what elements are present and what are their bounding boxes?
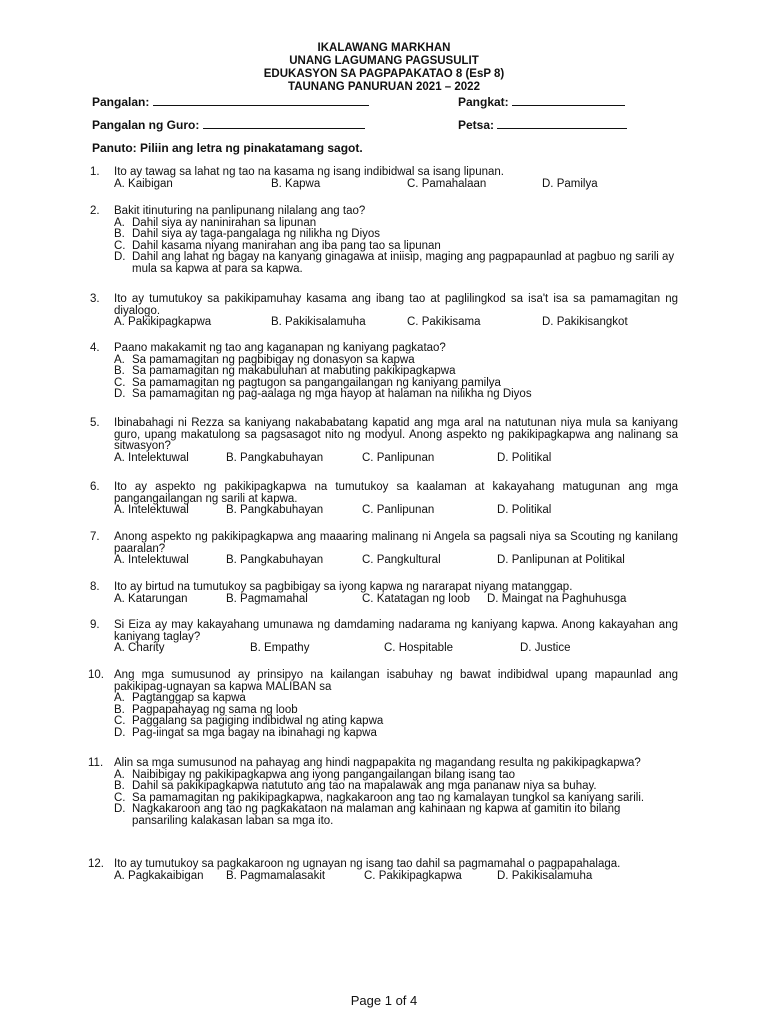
option-letter: B. <box>114 703 125 716</box>
option-letter: A. <box>114 353 125 366</box>
question-stem: Ito ay tawag sa lahat ng tao na kasama ng isang indibidwal sa isang lipunan. <box>114 166 504 178</box>
option-letter: C. <box>114 239 126 252</box>
name-blank[interactable] <box>153 94 369 106</box>
question-number: 1. <box>90 166 100 178</box>
option-d[interactable]: D. Maingat na Paghuhusga <box>487 592 627 605</box>
option-a[interactable]: A. Katarungan <box>114 592 188 605</box>
option-a[interactable]: A. Intelektuwal <box>114 504 189 516</box>
option-text: Dahil siya ay taga-pangalaga ng nilikha ng Diyos <box>132 228 381 240</box>
option-letter: B. <box>114 228 125 240</box>
option-b[interactable]: B. Pangkabuhayan <box>226 451 324 464</box>
option-d[interactable] <box>114 252 678 275</box>
option-b[interactable]: B. Pangkabuhayan <box>226 554 324 566</box>
option-d[interactable]: D. Politikal <box>497 504 552 516</box>
question-8 <box>92 582 678 605</box>
exam-title-subject: EDUKASYON SA PAGPAPAKATAO 8 (EsP 8) <box>263 68 505 80</box>
question-number: 2. <box>90 205 100 217</box>
exam-title-test: UNANG LAGUMANG PAGSUSULIT <box>289 55 479 67</box>
question-3 <box>92 294 678 329</box>
question-stem: Bakit itinuturing na panlipunang nilalang ang tao? <box>114 205 366 217</box>
option-text: Nagkakaroon ang tao ng pagkakataon na malaman ang kahinaan ng kapwa at gamitin ito bilang pansariling kalakasan laban sa mga ito. <box>132 803 621 827</box>
option-text: Pagtanggap sa kapwa <box>132 692 246 704</box>
option-letter: C. <box>114 376 126 389</box>
option-c[interactable]: C. Katatagan ng loob <box>362 592 471 605</box>
question-stem: Ang mga sumusunod ay prinsipyo na kailangan isabuhay ng bawat indibidwal upang mapaunlad ang pakikipag-ugnayan sa kapwa MALIBAN sa <box>114 669 678 693</box>
question-number: 10. <box>88 669 104 681</box>
option-a[interactable]: A. Charity <box>114 642 165 654</box>
option-b[interactable] <box>114 781 678 793</box>
option-text: Sa pamamagitan ng pakikipagkapwa, nagkakaroon ang tao ng kamalayan tungkol sa kaniyang sarili. <box>132 791 645 804</box>
option-d[interactable]: D. Pakikisalamuha <box>497 869 593 882</box>
option-d[interactable]: D. Panlipunan at Politikal <box>497 554 625 566</box>
option-d[interactable]: D. Justice <box>520 642 571 654</box>
question-2 <box>92 206 678 275</box>
option-text: Pag-iingat sa mga bagay na ibinahagi ng kapwa <box>132 726 377 739</box>
option-b[interactable] <box>114 366 678 378</box>
exam-title-quarter: IKALAWANG MARKHAN <box>317 42 451 54</box>
question-1 <box>92 167 678 190</box>
date-blank[interactable] <box>497 117 627 129</box>
instructions: Panuto: Piliin ang letra ng pinakatamang sagot. <box>92 141 363 155</box>
name-label: Pangalan: <box>92 95 150 109</box>
option-a[interactable]: A. Intelektuwal <box>114 451 189 464</box>
option-letter: C. <box>114 791 126 804</box>
question-stem: Ito ay tumutukoy sa pakikipamuhay kasama ang ibang tao at paglilingkod sa isa't isa sa pamamagitan ng diyalogo. <box>114 293 678 317</box>
question-stem: Si Eiza ay may kakayahang umunawa ng damdaming nadarama ng kaniyang kapwa. Anong kakayahan ang kaniyang taglay? <box>114 619 678 643</box>
option-text: Sa pamamagitan ng pag-aalaga ng mga hayop at halaman na nilikha ng Diyos <box>132 388 532 400</box>
option-letter: C. <box>114 715 126 727</box>
option-letter: A. <box>114 768 125 781</box>
option-letter: D. <box>114 803 126 815</box>
question-number: 9. <box>90 619 100 631</box>
option-text: Dahil ang lahat ng bagay na kanyang ginagawa at iniisip, maging ang pagpapaunlad at pagbuo ng sarili ay mula sa kapwa at para sa kapwa. <box>132 251 675 275</box>
option-letter: A. <box>114 216 125 229</box>
option-a[interactable]: A. Pagkakaibigan <box>114 869 204 882</box>
question-number: 8. <box>90 581 100 593</box>
option-c[interactable]: C. Hospitable <box>384 642 454 654</box>
option-letter: B. <box>114 780 125 792</box>
option-c[interactable]: C. Pakikisama <box>407 316 481 328</box>
option-c[interactable] <box>114 716 678 728</box>
option-text: Sa pamamagitan ng pagtugon sa pangangailangan ng kaniyang pamilya <box>132 376 501 389</box>
question-11 <box>88 757 678 827</box>
section-label: Pangkat: <box>458 95 509 109</box>
question-number: 3. <box>90 293 100 305</box>
question-number: 5. <box>90 417 100 429</box>
option-a[interactable] <box>114 693 678 705</box>
question-10 <box>88 669 678 739</box>
option-text: Dahil siya ay naninirahan sa lipunan <box>132 216 317 229</box>
question-7 <box>92 532 678 567</box>
option-b[interactable]: B. Pagmamahal <box>226 592 308 605</box>
option-b[interactable]: B. Empathy <box>250 642 310 654</box>
question-4 <box>92 343 678 401</box>
option-b[interactable]: B. Pangkabuhayan <box>226 504 324 516</box>
option-letter: D. <box>114 388 126 400</box>
option-text: Dahil kasama niyang manirahan ang iba pang tao sa lipunan <box>132 239 441 252</box>
option-d[interactable]: D. Pamilya <box>542 177 598 190</box>
option-letter: D. <box>114 251 126 263</box>
question-stem: Alin sa mga sumusunod na pahayag ang hindi nagpapakita ng magandang resulta ng pakikipagkapwa? <box>114 757 641 769</box>
question-number: 7. <box>90 531 100 543</box>
option-d[interactable] <box>114 728 678 740</box>
option-letter: D. <box>114 726 126 739</box>
option-a[interactable]: A. Pakikipagkapwa <box>114 316 212 328</box>
option-b[interactable]: B. Pagmamalasakit <box>226 869 326 882</box>
option-b[interactable]: B. Pakikisalamuha <box>271 316 366 328</box>
question-stem: Ito ay birtud na tumutukoy sa pagbibigay sa iyong kapwa ng nararapat niyang matanggap. <box>114 581 573 593</box>
option-d[interactable]: D. Pakikisangkot <box>542 316 628 328</box>
teacher-field <box>92 117 365 132</box>
option-text: Pagpapahayag ng sama ng loob <box>132 703 298 716</box>
option-text: Sa pamamagitan ng makabuluhan at mabuting pakikipagkapwa <box>132 365 456 377</box>
option-b[interactable] <box>114 229 678 241</box>
option-text: Paggalang sa pagiging indibidwal ng ating kapwa <box>132 715 384 727</box>
option-c[interactable]: C. Pamahalaan <box>407 177 487 190</box>
teacher-label: Pangalan ng Guro: <box>92 118 200 132</box>
date-label: Petsa: <box>458 118 495 132</box>
option-c[interactable]: C. Panlipunan <box>362 504 435 516</box>
question-number: 11. <box>88 757 104 769</box>
question-stem: Ibinabahagi ni Rezza sa kaniyang nakababatang kapatid ang mga aral na natutunan niya mula sa kaniyang guro, upang makatulong sa pagsasagot nito ng modyul. Anong aspekto ng pakikipagkapwa ang nalinang sa sitwasyon? <box>114 417 678 452</box>
section-blank[interactable] <box>512 94 625 106</box>
name-field <box>92 94 369 109</box>
option-a[interactable]: A. Intelektuwal <box>114 554 189 566</box>
question-number: 6. <box>90 481 100 493</box>
question-stem: Ito ay tumutukoy sa pagkakaroon ng ugnayan ng isang tao dahil sa pagmamahal o pagpapahalaga. <box>114 858 621 870</box>
question-stem: Anong aspekto ng pakikipagkapwa ang maaaring malinang ni Angela sa pagsali niya sa Scouting ng kanilang paaralan? <box>114 531 678 555</box>
question-number: 12. <box>88 858 104 870</box>
option-c[interactable]: C. Panlipunan <box>362 451 435 464</box>
option-letter: B. <box>114 365 125 377</box>
option-text: Naibibigay ng pakikipagkapwa ang iyong pangangailangan bilang isang tao <box>132 768 515 781</box>
question-stem: Paano makakamit ng tao ang kaganapan ng kaniyang pagkatao? <box>114 342 446 354</box>
date-field <box>458 117 627 132</box>
option-text: Dahil sa pakikipagkapwa natututo ang tao na mapalawak ang mga pananaw niya sa buhay. <box>132 780 597 792</box>
option-d[interactable]: D. Politikal <box>497 451 552 464</box>
teacher-blank[interactable] <box>203 117 365 129</box>
option-b[interactable]: B. Kapwa <box>271 177 321 190</box>
question-6 <box>92 482 678 517</box>
exam-title-schoolyear: TAUNANG PANURUAN 2021 – 2022 <box>288 81 480 93</box>
option-letter: A. <box>114 692 125 704</box>
question-number: 4. <box>90 342 100 354</box>
section-field <box>458 94 625 109</box>
question-9 <box>92 620 678 655</box>
option-c[interactable]: C. Pakikipagkapwa <box>364 869 462 882</box>
question-5 <box>92 418 678 464</box>
question-12 <box>88 858 678 882</box>
option-a[interactable]: A. Kaibigan <box>114 177 173 190</box>
option-d[interactable] <box>114 804 678 827</box>
option-text: Sa pamamagitan ng pagbibigay ng donasyon sa kapwa <box>132 353 415 366</box>
option-d[interactable] <box>114 389 678 401</box>
page-number: Page 1 of 4 <box>350 993 418 1008</box>
question-stem: Ito ay aspekto ng pakikipagkapwa na tumutukoy sa kaalaman at kakayahang matugunan ang mga pangangailangan ng sarili at kapwa. <box>114 481 678 505</box>
option-c[interactable]: C. Pangkultural <box>362 554 441 566</box>
